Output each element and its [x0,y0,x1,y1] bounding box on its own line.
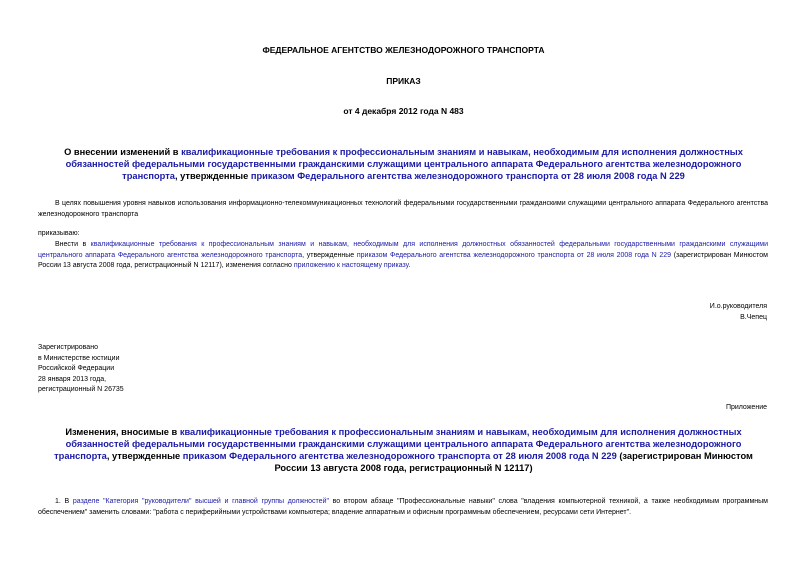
agency-heading: ФЕДЕРАЛЬНОЕ АГЕНТСТВО ЖЕЛЕЗНОДОРОЖНОГО ТРАНСПОРТА [262,45,545,55]
item-link-appendix[interactable]: приложению к настоящему приказу [293,262,409,269]
registration-line-4: 28 января 2013 года, [38,375,107,383]
appendix-item-1 [38,497,768,518]
appendix-title-link-order-229[interactable]: приказом Федерального агентства железнодорожного транспорта от 28 июля 2008 года N 229 [182,451,617,461]
intro-paragraph: В целях повышения уровня навыков использования информационно-телекоммуникационных технологий федеральными государственными гражданскими служащими центрального аппарата Федерального агентства железнодорожного транспорта [38,200,768,218]
registration-block [38,343,124,396]
appendix-title [40,426,767,474]
signature-position: И.о.руководителя [709,303,767,310]
item-link-requirements[interactable]: квалификационные требования к профессиональным знаниям и навыкам, необходимым для исполнения должностных обязанностей федеральными государственными гражданскими служащими центрального аппарата Федерального агентства железнодорожного транспорта [38,241,769,259]
registration-line-3: Российской Федерации [38,365,115,372]
registration-line-2: в Министерстве юстиции [38,354,120,362]
appendix-item-prefix: 1. В [55,498,73,505]
item-link-order-229[interactable]: приказом Федерального агентства железнодорожного транспорта от 28 июля 2008 года N 229 [356,251,672,259]
appendix-title-link-requirements[interactable]: квалификационные требования к профессиональным знаниям и навыкам, необходимым для исполнения должностных обязанностей федеральными государственными гражданскими служащими центрального аппарата Федерального агентства железнодорожного транспорта [54,427,742,461]
item-end: . [408,262,411,269]
title-prefix: О внесении изменений в [64,147,182,157]
document-type-heading: ПРИКАЗ [386,76,421,86]
title-link-requirements[interactable]: квалификационные требования к профессиональным знаниям и навыкам, необходимым для исполнения должностных обязанностей федеральными государственными гражданскими служащими центрального аппарата Федерального агентства железнодорожного транспорта [65,147,743,181]
title-link-order-229[interactable]: приказом Федерального агентства железнодорожного транспорта от 28 июля 2008 года N 229 [250,171,685,181]
appendix-title-prefix: Изменения, вносимые в [65,427,180,437]
item-middle: , утвержденные [302,251,357,259]
signature-name: В.Чепец [740,313,767,321]
item-middle-2: (зарегистрирован Минюстом России 13 августа 2008 года, регистрационный N 12117), изменения согласно [38,251,768,269]
order-item-paragraph [38,240,768,272]
signature-block [710,302,767,323]
registration-line-1: Зарегистрировано [38,344,98,351]
appendix-title-middle: , утвержденные [106,451,183,461]
order-word: приказываю: [38,230,80,237]
title-middle: , утвержденные [174,171,251,181]
item-prefix: Внести в [55,241,91,248]
order-date-number: от 4 декабря 2012 года N 483 [343,106,464,116]
registration-line-5: регистрационный N 26735 [38,386,124,393]
appendix-item-link-section[interactable]: разделе "Категория "руководители" высшей и главной группы должностей" [72,498,329,505]
appendix-title-end: (зарегистрирован Минюстом России 13 августа 2008 года, регистрационный N 12117) [274,451,753,473]
appendix-item-text: во втором абзаце "Профессиональные навыки" слова "владения компьютерной техникой, а также необходимым программным обеспечением" заменить словами: "работа с периферийными устройствами компьютера; владение аппаратным и офисным программным обеспечением, ресурсами сети Интернет". [38,498,768,516]
appendix-label: Приложение [725,404,767,411]
order-title [40,146,767,182]
